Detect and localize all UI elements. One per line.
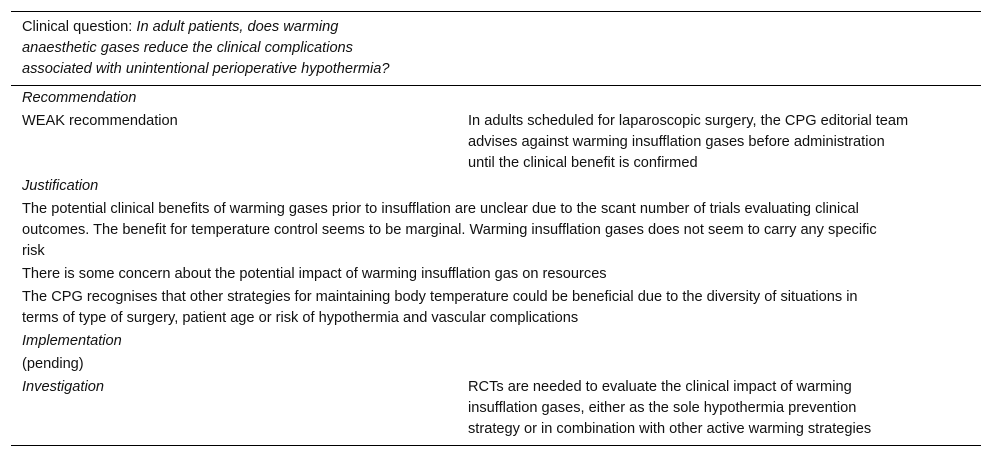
recommendation-line: In adults scheduled for laparoscopic surgery, the CPG editorial team	[468, 113, 909, 129]
question-line-1	[22, 17, 390, 38]
recommendation-heading: Recommendation	[22, 90, 137, 106]
recommendation-line: until the clinical benefit is confirmed	[468, 155, 698, 171]
investigation-heading: Investigation	[22, 379, 104, 395]
investigation-line: strategy or in combination with other active warming strategies	[468, 421, 872, 437]
investigation-text	[468, 377, 973, 440]
question-prefix: Clinical question:	[22, 19, 137, 35]
justification-line: outcomes. The benefit for temperature control seems to be marginal. Warming insufflation gases does not seem to carry any specific	[22, 222, 877, 238]
justification-para-2: There is some concern about the potential impact of warming insufflation gas on resources	[22, 266, 607, 282]
justification-heading: Justification	[22, 178, 99, 194]
justification-para-3	[22, 287, 972, 329]
investigation-line: RCTs are needed to evaluate the clinical impact of warming	[468, 379, 852, 395]
implementation-heading: Implementation	[22, 333, 122, 349]
justification-para-1	[22, 199, 972, 262]
recommendation-text	[468, 111, 973, 174]
header-rule	[11, 85, 981, 86]
recommendation-strength: WEAK recommendation	[22, 113, 178, 129]
implementation-text: (pending)	[22, 356, 84, 372]
justification-line: The CPG recognises that other strategies for maintaining body temperature could be beneficial due to the diversity of situations in	[22, 289, 858, 305]
question-text-2: anaesthetic gases reduce the clinical complications	[22, 40, 353, 56]
investigation-line: insufflation gases, either as the sole hypothermia prevention	[468, 400, 857, 416]
clinical-question	[22, 17, 390, 80]
question-text-3: associated with unintentional perioperative hypothermia?	[22, 61, 390, 77]
justification-line: The potential clinical benefits of warming gases prior to insufflation are unclear due to the scant number of trials evaluating clinical	[22, 201, 859, 217]
bottom-rule	[11, 445, 981, 446]
justification-line: risk	[22, 243, 45, 259]
justification-line: terms of type of surgery, patient age or risk of hypothermia and vascular complications	[22, 310, 579, 326]
top-rule	[11, 11, 981, 12]
recommendation-line: advises against warming insufflation gases before administration	[468, 134, 885, 150]
question-text-1: In adult patients, does warming	[136, 19, 339, 35]
